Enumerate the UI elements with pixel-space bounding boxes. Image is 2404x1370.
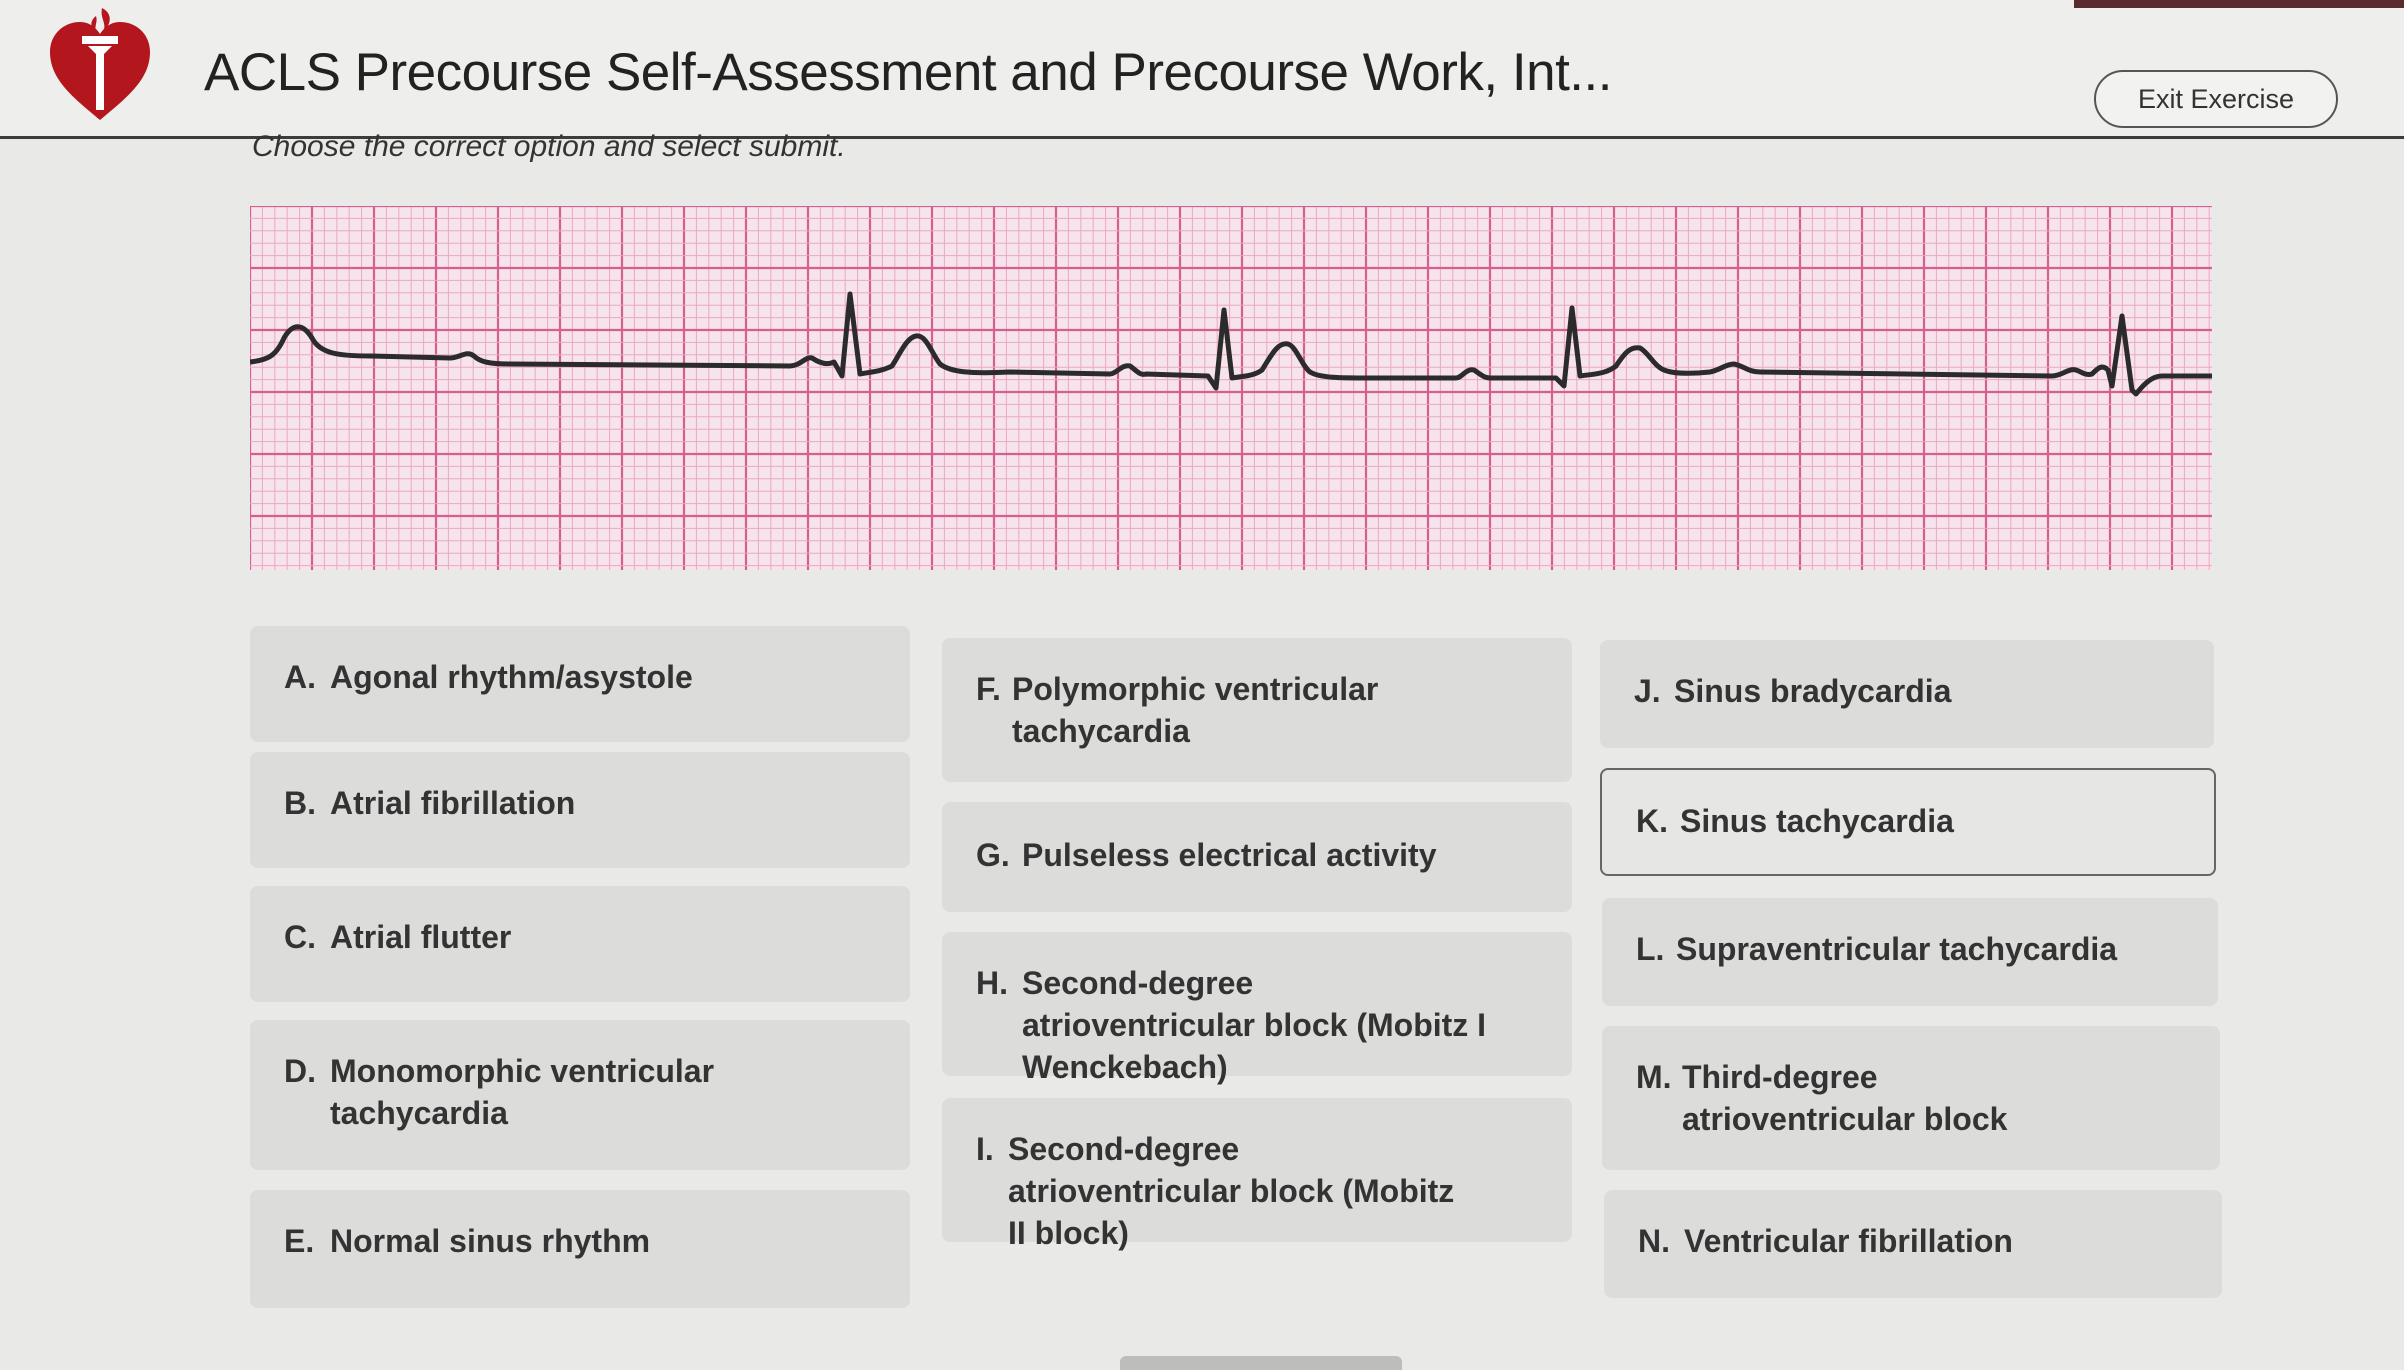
option-label: Third-degree atrioventricular block xyxy=(1682,1059,2008,1137)
question-instruction: Choose the correct option and select submit. xyxy=(252,130,846,163)
option-label: Agonal rhythm/asystole xyxy=(330,659,693,695)
option-label: Sinus tachycardia xyxy=(1680,803,1954,839)
option-letter: G. xyxy=(976,837,1010,873)
option-b-atrial-fibrillation[interactable] xyxy=(250,752,910,868)
page-title: ACLS Precourse Self-Assessment and Precourse Work, Int... xyxy=(204,43,1612,102)
option-n-ventricular-fibrillation[interactable] xyxy=(1604,1190,2222,1298)
option-h-mobitz-i[interactable] xyxy=(942,932,1572,1085)
option-label: Supraventricular tachycardia xyxy=(1676,931,2118,967)
option-letter: M. xyxy=(1636,1059,1672,1095)
option-label: Monomorphic ventricular tachycardia xyxy=(330,1053,715,1131)
option-letter: J. xyxy=(1634,673,1661,709)
option-label: Second-degree atrioventricular block (Mobitz II block) xyxy=(1008,1131,1455,1251)
option-label: Pulseless electrical activity xyxy=(1022,837,1437,873)
option-d-monomorphic-vt[interactable] xyxy=(250,1020,910,1170)
option-label: Ventricular fibrillation xyxy=(1684,1223,2013,1259)
option-letter: F. xyxy=(976,671,1001,707)
option-i-mobitz-ii[interactable] xyxy=(942,1098,1572,1251)
header-accent-line xyxy=(2074,0,2404,8)
option-letter: H. xyxy=(976,965,1008,1001)
header-bar xyxy=(0,0,2404,139)
option-label: Atrial flutter xyxy=(330,919,512,955)
option-j-sinus-bradycardia[interactable] xyxy=(1600,640,2214,748)
bottom-scroll-handle[interactable] xyxy=(1120,1356,1402,1370)
option-letter: A. xyxy=(284,659,316,695)
ecg-rhythm-strip xyxy=(250,206,2212,570)
option-label: Atrial fibrillation xyxy=(330,785,576,821)
heart-torch-logo-icon xyxy=(44,0,156,124)
option-label: Sinus bradycardia xyxy=(1674,673,1952,709)
option-c-atrial-flutter[interactable] xyxy=(250,886,910,1002)
option-f-polymorphic-vt[interactable] xyxy=(942,638,1572,782)
option-letter: E. xyxy=(284,1223,315,1259)
option-a-agonal-rhythm[interactable] xyxy=(250,626,910,742)
option-label: Polymorphic ventricular tachycardia xyxy=(1012,671,1379,749)
option-letter: L. xyxy=(1636,931,1665,967)
option-letter: N. xyxy=(1638,1223,1670,1259)
option-letter: B. xyxy=(284,785,316,821)
option-letter: C. xyxy=(284,919,316,955)
option-e-normal-sinus-rhythm[interactable] xyxy=(250,1190,910,1308)
option-l-supraventricular-tachycardia[interactable] xyxy=(1602,898,2218,1006)
option-letter: D. xyxy=(284,1053,316,1089)
option-label: Second-degree atrioventricular block (Mobitz I Wenckebach) xyxy=(1022,965,1487,1085)
option-m-third-degree-av-block[interactable] xyxy=(1602,1026,2220,1170)
option-label: Normal sinus rhythm xyxy=(330,1223,651,1259)
option-letter: K. xyxy=(1636,803,1668,839)
option-k-sinus-tachycardia[interactable] xyxy=(1600,768,2216,876)
option-letter: I. xyxy=(976,1131,994,1167)
option-g-pulseless-electrical-activity[interactable] xyxy=(942,802,1572,912)
exit-exercise-button[interactable]: Exit Exercise xyxy=(2094,70,2338,128)
